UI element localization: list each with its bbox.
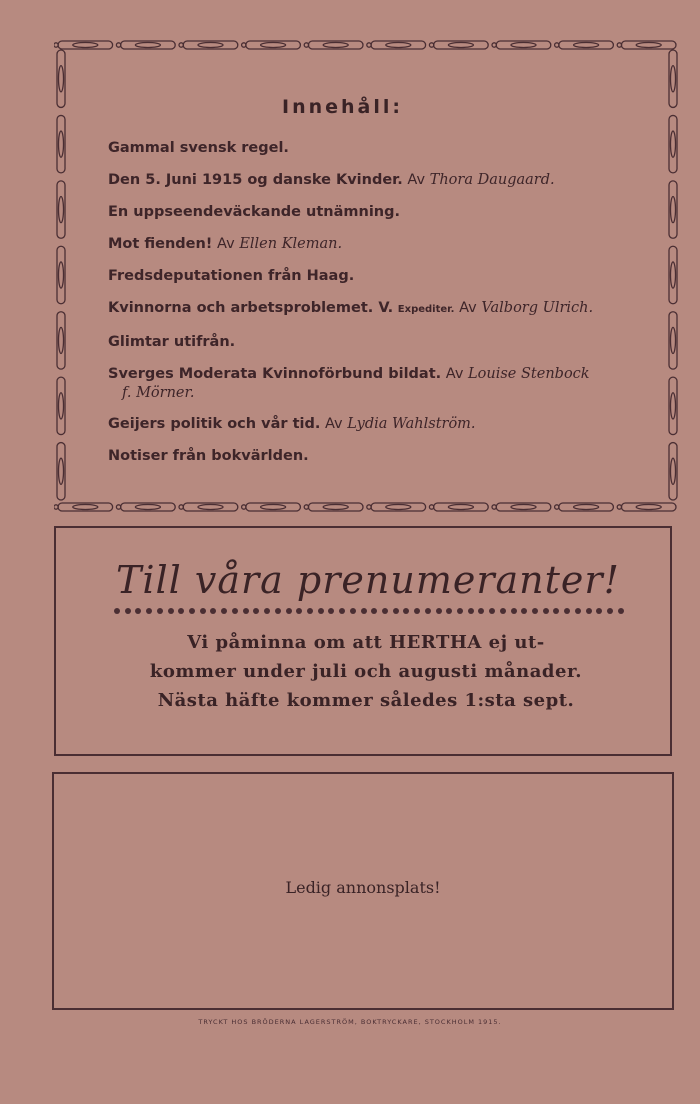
divider-dot xyxy=(446,608,452,614)
toc-item: Den 5. Juni 1915 og danske Kvinder. Av Thora Daugaard. xyxy=(108,172,555,188)
divider-dot xyxy=(543,608,549,614)
divider-dot xyxy=(232,608,238,614)
divider-dot xyxy=(157,608,163,614)
divider-dot xyxy=(393,608,399,614)
divider-dot xyxy=(618,608,624,614)
divider-dot xyxy=(339,608,345,614)
divider-dot xyxy=(286,608,292,614)
divider-dot xyxy=(607,608,613,614)
divider-dot xyxy=(586,608,592,614)
divider-dot xyxy=(575,608,581,614)
ad-space-text: Ledig annonsplats! xyxy=(285,878,441,897)
divider-dot xyxy=(553,608,559,614)
divider-dot xyxy=(500,608,506,614)
divider-dot xyxy=(596,608,602,614)
divider-dot xyxy=(425,608,431,614)
divider-dot xyxy=(371,608,377,614)
divider-dot xyxy=(468,608,474,614)
divider-dot xyxy=(532,608,538,614)
divider-dot xyxy=(221,608,227,614)
notice-line: kommer under juli och augusti månader. xyxy=(149,661,583,682)
divider-dot xyxy=(125,608,131,614)
toc-item: Mot fienden! Av Ellen Kleman. xyxy=(108,236,343,252)
divider-dot xyxy=(307,608,313,614)
chain-border-right xyxy=(666,46,680,504)
divider-dot xyxy=(361,608,367,614)
divider-dot xyxy=(350,608,356,614)
divider-dot xyxy=(135,608,141,614)
toc-item: Gammal svensk regel. xyxy=(108,140,289,156)
divider-dot xyxy=(168,608,174,614)
divider-dot xyxy=(264,608,270,614)
contents-title: Innehåll: xyxy=(282,96,403,118)
notice-title: Till våra prenumeranter! xyxy=(116,558,620,602)
divider-dot xyxy=(382,608,388,614)
toc-item: En uppseendeväckande utnämning. xyxy=(108,204,401,220)
notice-body xyxy=(96,628,636,715)
divider-dot xyxy=(521,608,527,614)
divider-dot xyxy=(318,608,324,614)
toc-item: Geijers politik och vår tid. Av Lydia Wahlström. xyxy=(108,416,476,432)
divider-dot xyxy=(189,608,195,614)
divider-dot xyxy=(253,608,259,614)
divider-dot xyxy=(210,608,216,614)
printer-imprint: TRYCKT HOS BRÖDERNA LAGERSTRÖM, BOKTRYCKARE, STOCKHOLM 1915. xyxy=(198,1018,502,1026)
toc-item: Sverges Moderata Kvinnoförbund bildat. Av Louise Stenbock xyxy=(108,366,590,382)
divider-dot xyxy=(478,608,484,614)
divider-dot xyxy=(564,608,570,614)
chain-border-bottom xyxy=(54,500,680,514)
divider-dot xyxy=(114,608,120,614)
table-of-contents xyxy=(108,132,648,472)
divider-dot xyxy=(296,608,302,614)
divider-dot xyxy=(511,608,517,614)
toc-item-continuation: f. Mörner. xyxy=(122,385,195,401)
dotted-divider xyxy=(114,608,624,616)
divider-dot xyxy=(489,608,495,614)
chain-border-left xyxy=(54,46,68,504)
divider-dot xyxy=(243,608,249,614)
toc-item: Kvinnorna och arbetsproblemet. V. Expediter. Av Valborg Ulrich. xyxy=(108,300,594,316)
divider-dot xyxy=(414,608,420,614)
divider-dot xyxy=(403,608,409,614)
toc-item: Glimtar utifrån. xyxy=(108,334,236,350)
notice-line: Nästa häfte kommer således 1:sta sept. xyxy=(157,690,575,711)
divider-dot xyxy=(178,608,184,614)
divider-dot xyxy=(200,608,206,614)
divider-dot xyxy=(146,608,152,614)
toc-item: Notiser från bokvärlden. xyxy=(108,448,309,464)
subscriber-notice-box xyxy=(54,526,672,756)
divider-dot xyxy=(436,608,442,614)
ad-space-box xyxy=(52,772,674,1010)
divider-dot xyxy=(328,608,334,614)
toc-item: Fredsdeputationen från Haag. xyxy=(108,268,355,284)
chain-border-top xyxy=(54,38,680,52)
notice-line: Vi påminna om att HERTHA ej ut- xyxy=(187,632,545,653)
divider-dot xyxy=(275,608,281,614)
divider-dot xyxy=(457,608,463,614)
